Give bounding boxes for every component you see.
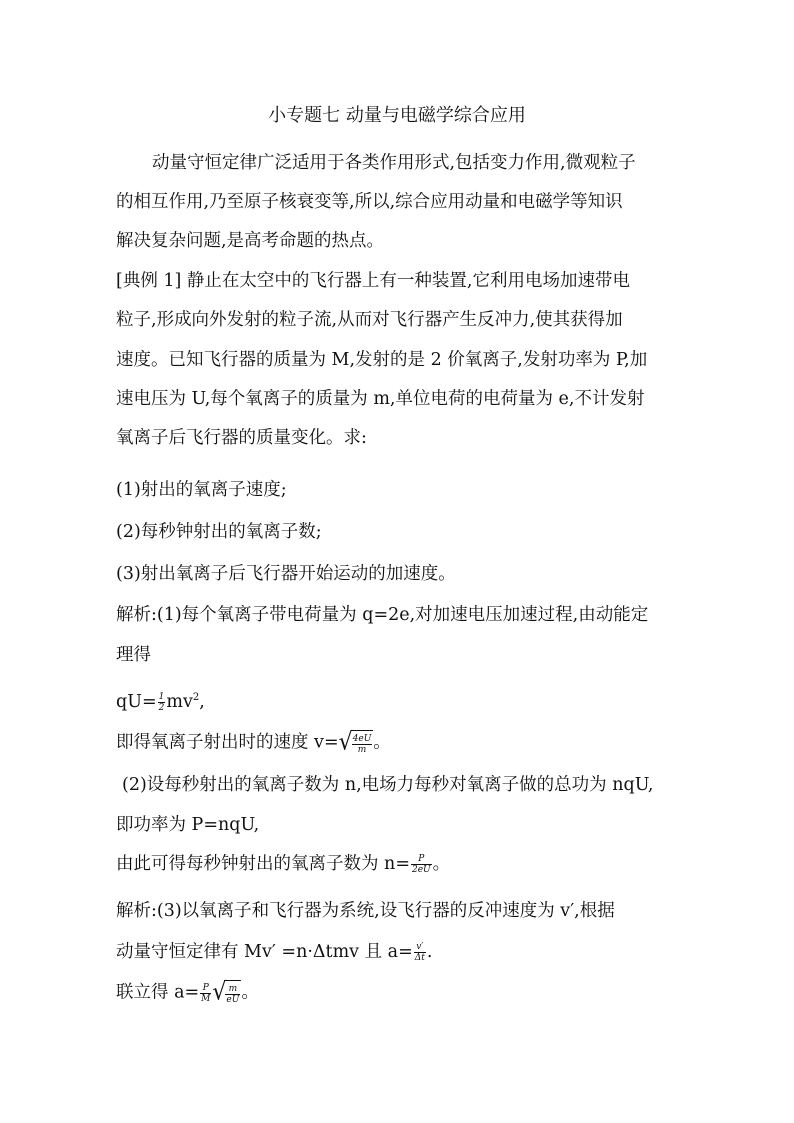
velocity-end: 。: [373, 732, 391, 753]
ion-count-end: 。: [432, 854, 451, 874]
fraction-numerator: 1: [158, 691, 165, 702]
intro-line-3: 解决复杂问题,是高考命题的热点。: [116, 231, 385, 251]
question-1: (1)射出的氧离子速度;: [116, 480, 287, 500]
question-3: (3)射出氧离子后飞行器开始运动的加速度。: [116, 564, 456, 584]
ion-count-fraction: [411, 854, 432, 875]
velocity-prefix: 即得氧离子射出时的速度 v=: [116, 732, 339, 753]
power-mass-fraction: [200, 983, 211, 1004]
momentum-equation: [116, 940, 432, 964]
solution-1-line-1: 解析:(1)每个氧离子带电荷量为 q=2e,对加速电压加速过程,由动能定: [116, 605, 649, 625]
radical-sign: √: [338, 728, 353, 757]
velocity-fraction: [352, 734, 373, 755]
velocity-result: [116, 730, 391, 756]
intro-line-1: 动量守恒定律广泛适用于各类作用形式,包括变力作用,微观粒子: [152, 153, 636, 173]
ion-count-result: [116, 852, 450, 876]
momentum-end: .: [426, 942, 433, 962]
fraction-numerator: P: [200, 983, 211, 994]
example-line-4: 速电压为 U,每个氧离子的质量为 m,单位电荷的电荷量为 e,不计发射: [116, 389, 645, 409]
page-title: 小专题七 动量与电磁学综合应用: [268, 105, 526, 126]
fraction-denominator: eU: [226, 995, 240, 1005]
solution-2-line-1: (2)设每秒射出的氧离子数为 n,电场力每秒对氧离子做的总功为 nqU,: [122, 775, 654, 795]
acceleration-prefix: 联立得 a=: [116, 982, 200, 1003]
acceleration-result: [116, 980, 259, 1006]
acceleration-sqrt: [212, 980, 241, 1006]
intro-line-2: 的相互作用,乃至原子核衰变等,所以,综合应用动量和电磁学等知识: [116, 192, 623, 212]
equation-right: mv: [166, 691, 193, 712]
velocity-sqrt: [339, 730, 374, 756]
fraction-denominator: Δt: [414, 953, 425, 963]
solution-2-line-2: 即功率为 P=nqU,: [116, 815, 260, 835]
fraction-one-half: [158, 692, 166, 713]
radical-sign: √: [212, 978, 227, 1007]
solution-3-line-1: 解析:(3)以氧离子和飞行器为系统,设飞行器的反冲速度为 v′,根据: [116, 901, 615, 921]
equation-end: ,: [199, 691, 205, 712]
mass-charge-fraction: [225, 984, 240, 1005]
example-line-1: [典例 1] 静止在太空中的飞行器上有一种装置,它利用电场加速带电: [116, 271, 630, 291]
example-line-2: 粒子,形成向外发射的粒子流,从而对飞行器产生反冲力,使其获得加: [116, 310, 623, 330]
kinetic-energy-equation: [116, 686, 205, 714]
fraction-numerator: v′: [414, 942, 426, 953]
radicand: [351, 730, 374, 756]
fraction-numerator: P: [411, 854, 432, 865]
fraction-denominator: M: [201, 993, 211, 1004]
fraction-numerator: m: [225, 984, 240, 995]
fraction-denominator: m: [357, 745, 367, 755]
radicand: [224, 980, 241, 1006]
fraction-denominator: 2eU: [412, 865, 431, 875]
acceleration-fraction: [414, 942, 426, 963]
equation-left: qU=: [116, 691, 157, 712]
fraction-numerator: 4eU: [352, 734, 372, 744]
ion-count-prefix: 由此可得每秒钟射出的氧离子数为 n=: [116, 854, 410, 874]
momentum-prefix: 动量守恒定律有 Mv′ =n·Δtmv 且 a=: [116, 942, 413, 962]
fraction-denominator: 2: [158, 702, 165, 713]
question-2: (2)每秒钟射出的氧离子数;: [116, 522, 322, 542]
example-line-3: 速度。已知飞行器的质量为 M,发射的是 2 价氧离子,发射功率为 P,加: [116, 350, 648, 370]
equation-exponent: 2: [192, 692, 200, 703]
solution-1-line-2: 理得: [116, 645, 151, 665]
example-line-5: 氧离子后飞行器的质量变化。求:: [116, 428, 367, 448]
acceleration-end: 。: [241, 982, 259, 1003]
